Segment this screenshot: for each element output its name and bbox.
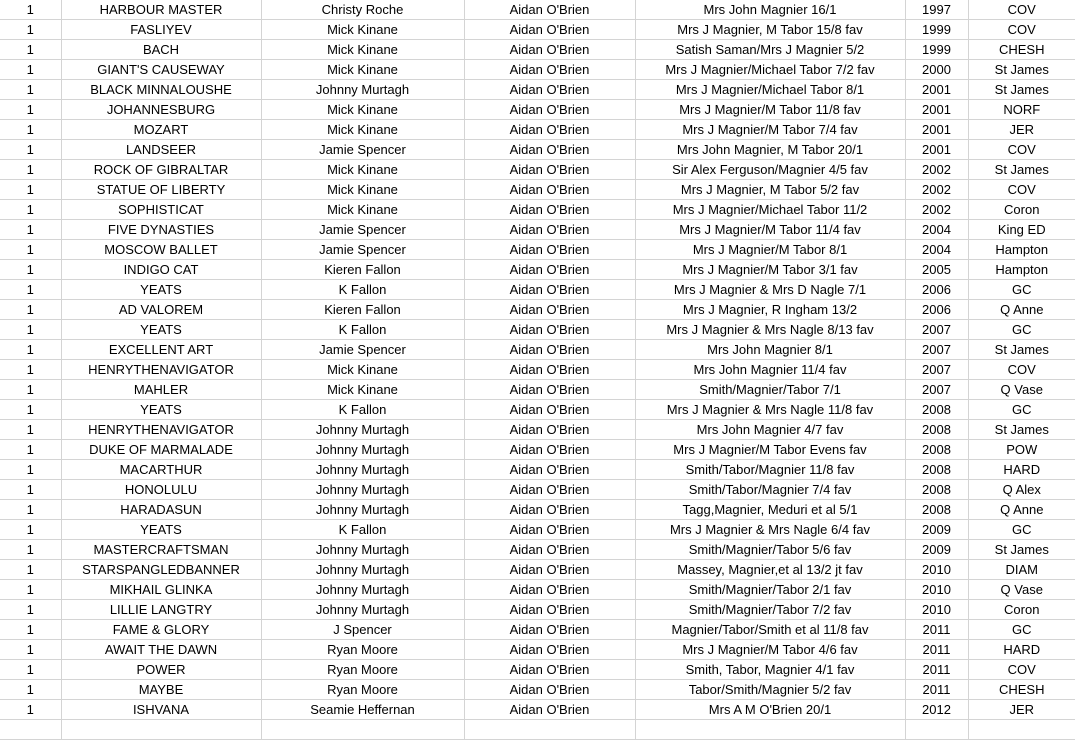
jockey-cell[interactable]: Mick Kinane xyxy=(261,360,464,380)
owner-sp-cell[interactable]: Sir Alex Ferguson/Magnier 4/5 fav xyxy=(635,160,905,180)
position-cell[interactable]: 1 xyxy=(0,340,61,360)
trainer-cell[interactable]: Aidan O'Brien xyxy=(464,0,635,20)
table-row xyxy=(0,480,1075,500)
trainer-cell[interactable]: Aidan O'Brien xyxy=(464,700,635,720)
trainer-cell[interactable]: Aidan O'Brien xyxy=(464,520,635,540)
jockey-cell[interactable]: Jamie Spencer xyxy=(261,240,464,260)
year-cell[interactable]: 2005 xyxy=(905,260,968,280)
horse-cell[interactable]: STARSPANGLEDBANNER xyxy=(61,560,261,580)
owner-sp-cell[interactable]: Mrs J Magnier & Mrs Nagle 8/13 fav xyxy=(635,320,905,340)
year-cell[interactable]: 2007 xyxy=(905,380,968,400)
position-cell[interactable]: 1 xyxy=(0,480,61,500)
horse-cell[interactable]: AWAIT THE DAWN xyxy=(61,640,261,660)
owner-sp-cell[interactable]: Mrs J Magnier & Mrs D Nagle 7/1 xyxy=(635,280,905,300)
position-cell[interactable]: 1 xyxy=(0,440,61,460)
trainer-cell[interactable]: Aidan O'Brien xyxy=(464,320,635,340)
horse-cell[interactable]: INDIGO CAT xyxy=(61,260,261,280)
year-cell[interactable]: 2008 xyxy=(905,420,968,440)
trainer-cell[interactable]: Aidan O'Brien xyxy=(464,260,635,280)
trainer-cell[interactable]: Aidan O'Brien xyxy=(464,160,635,180)
year-cell[interactable]: 2011 xyxy=(905,680,968,700)
table-row xyxy=(0,260,1075,280)
race-cell[interactable]: St James xyxy=(968,80,1075,100)
horse-cell[interactable]: HARBOUR MASTER xyxy=(61,0,261,20)
position-cell[interactable]: 1 xyxy=(0,540,61,560)
position-cell[interactable]: 1 xyxy=(0,60,61,80)
horse-cell[interactable]: FAME & GLORY xyxy=(61,620,261,640)
owner-sp-cell[interactable]: Mrs J Magnier & Mrs Nagle 6/4 fav xyxy=(635,520,905,540)
horse-cell[interactable]: FIVE DYNASTIES xyxy=(61,220,261,240)
table-row xyxy=(0,360,1075,380)
year-cell[interactable]: 2008 xyxy=(905,480,968,500)
table-row xyxy=(0,440,1075,460)
owner-sp-cell[interactable]: Satish Saman/Mrs J Magnier 5/2 xyxy=(635,40,905,60)
owner-sp-cell[interactable]: Mrs J Magnier, M Tabor 5/2 fav xyxy=(635,180,905,200)
race-cell[interactable]: Hampton xyxy=(968,240,1075,260)
position-cell[interactable]: 1 xyxy=(0,240,61,260)
race-cell[interactable]: COV xyxy=(968,0,1075,20)
jockey-cell[interactable]: K Fallon xyxy=(261,520,464,540)
jockey-cell[interactable]: Seamie Heffernan xyxy=(261,700,464,720)
empty-cell[interactable] xyxy=(0,720,61,740)
table-row xyxy=(0,40,1075,60)
jockey-cell[interactable]: Jamie Spencer xyxy=(261,220,464,240)
jockey-cell[interactable]: Johnny Murtagh xyxy=(261,480,464,500)
table-row xyxy=(0,160,1075,180)
race-cell[interactable]: COV xyxy=(968,140,1075,160)
race-cell[interactable]: GC xyxy=(968,620,1075,640)
year-cell[interactable]: 2002 xyxy=(905,180,968,200)
trainer-cell[interactable]: Aidan O'Brien xyxy=(464,480,635,500)
table-row xyxy=(0,660,1075,680)
owner-sp-cell[interactable]: Smith/Magnier/Tabor 7/1 xyxy=(635,380,905,400)
horse-cell[interactable]: HENRYTHENAVIGATOR xyxy=(61,360,261,380)
horse-cell[interactable]: YEATS xyxy=(61,400,261,420)
position-cell[interactable]: 1 xyxy=(0,640,61,660)
horse-cell[interactable]: EXCELLENT ART xyxy=(61,340,261,360)
horse-cell[interactable]: STATUE OF LIBERTY xyxy=(61,180,261,200)
trainer-cell[interactable]: Aidan O'Brien xyxy=(464,100,635,120)
horse-cell[interactable]: AD VALOREM xyxy=(61,300,261,320)
trainer-cell[interactable]: Aidan O'Brien xyxy=(464,180,635,200)
race-cell[interactable]: St James xyxy=(968,160,1075,180)
horse-cell[interactable]: HENRYTHENAVIGATOR xyxy=(61,420,261,440)
position-cell[interactable]: 1 xyxy=(0,120,61,140)
year-cell[interactable]: 2002 xyxy=(905,160,968,180)
year-cell[interactable]: 2006 xyxy=(905,300,968,320)
owner-sp-cell[interactable]: Tagg,Magnier, Meduri et al 5/1 xyxy=(635,500,905,520)
jockey-cell[interactable]: Mick Kinane xyxy=(261,120,464,140)
year-cell[interactable]: 2001 xyxy=(905,80,968,100)
jockey-cell[interactable]: Mick Kinane xyxy=(261,20,464,40)
trainer-cell[interactable]: Aidan O'Brien xyxy=(464,40,635,60)
position-cell[interactable]: 1 xyxy=(0,200,61,220)
owner-sp-cell[interactable]: Smith/Tabor/Magnier 7/4 fav xyxy=(635,480,905,500)
jockey-cell[interactable]: Mick Kinane xyxy=(261,60,464,80)
table-row xyxy=(0,300,1075,320)
trainer-cell[interactable]: Aidan O'Brien xyxy=(464,660,635,680)
empty-cell[interactable] xyxy=(261,720,464,740)
year-cell[interactable]: 1999 xyxy=(905,40,968,60)
horse-cell[interactable]: MAYBE xyxy=(61,680,261,700)
horse-cell[interactable]: BACH xyxy=(61,40,261,60)
position-cell[interactable]: 1 xyxy=(0,320,61,340)
horse-cell[interactable]: ROCK OF GIBRALTAR xyxy=(61,160,261,180)
table-row-empty xyxy=(0,720,1075,740)
table-row xyxy=(0,0,1075,20)
horse-cell[interactable]: FASLIYEV xyxy=(61,20,261,40)
race-cell[interactable]: Q Anne xyxy=(968,500,1075,520)
horse-cell[interactable]: MIKHAIL GLINKA xyxy=(61,580,261,600)
owner-sp-cell[interactable]: Massey, Magnier,et al 13/2 jt fav xyxy=(635,560,905,580)
race-cell[interactable]: Coron xyxy=(968,200,1075,220)
trainer-cell[interactable]: Aidan O'Brien xyxy=(464,460,635,480)
owner-sp-cell[interactable]: Mrs John Magnier 4/7 fav xyxy=(635,420,905,440)
empty-cell[interactable] xyxy=(464,720,635,740)
owner-sp-cell[interactable]: Mrs J Magnier/M Tabor 7/4 fav xyxy=(635,120,905,140)
position-cell[interactable]: 1 xyxy=(0,0,61,20)
year-cell[interactable]: 2007 xyxy=(905,320,968,340)
owner-sp-cell[interactable]: Mrs J Magnier/M Tabor Evens fav xyxy=(635,440,905,460)
year-cell[interactable]: 2011 xyxy=(905,660,968,680)
horse-cell[interactable]: HONOLULU xyxy=(61,480,261,500)
year-cell[interactable]: 2004 xyxy=(905,220,968,240)
jockey-cell[interactable]: K Fallon xyxy=(261,320,464,340)
owner-sp-cell[interactable]: Smith/Tabor/Magnier 11/8 fav xyxy=(635,460,905,480)
jockey-cell[interactable]: Mick Kinane xyxy=(261,100,464,120)
jockey-cell[interactable]: Ryan Moore xyxy=(261,680,464,700)
position-cell[interactable]: 1 xyxy=(0,560,61,580)
empty-cell[interactable] xyxy=(61,720,261,740)
table-row xyxy=(0,60,1075,80)
table-row xyxy=(0,340,1075,360)
race-cell[interactable]: JER xyxy=(968,700,1075,720)
table-row xyxy=(0,600,1075,620)
horse-cell[interactable]: ISHVANA xyxy=(61,700,261,720)
race-cell[interactable]: GC xyxy=(968,520,1075,540)
position-cell[interactable]: 1 xyxy=(0,380,61,400)
table-row xyxy=(0,460,1075,480)
owner-sp-cell[interactable]: Mrs J Magnier/M Tabor 4/6 fav xyxy=(635,640,905,660)
owner-sp-cell[interactable]: Mrs J Magnier, M Tabor 15/8 fav xyxy=(635,20,905,40)
position-cell[interactable]: 1 xyxy=(0,620,61,640)
horse-cell[interactable]: JOHANNESBURG xyxy=(61,100,261,120)
year-cell[interactable]: 2008 xyxy=(905,400,968,420)
owner-sp-cell[interactable]: Mrs J Magnier/Michael Tabor 7/2 fav xyxy=(635,60,905,80)
year-cell[interactable]: 2009 xyxy=(905,540,968,560)
table-row xyxy=(0,140,1075,160)
position-cell[interactable]: 1 xyxy=(0,700,61,720)
race-cell[interactable]: Q Vase xyxy=(968,580,1075,600)
position-cell[interactable]: 1 xyxy=(0,40,61,60)
year-cell[interactable]: 1997 xyxy=(905,0,968,20)
table-row xyxy=(0,560,1075,580)
jockey-cell[interactable]: Mick Kinane xyxy=(261,40,464,60)
year-cell[interactable]: 2001 xyxy=(905,100,968,120)
year-cell[interactable]: 2011 xyxy=(905,620,968,640)
table-row xyxy=(0,200,1075,220)
jockey-cell[interactable]: Jamie Spencer xyxy=(261,340,464,360)
trainer-cell[interactable]: Aidan O'Brien xyxy=(464,380,635,400)
year-cell[interactable]: 2001 xyxy=(905,140,968,160)
race-cell[interactable]: DIAM xyxy=(968,560,1075,580)
position-cell[interactable]: 1 xyxy=(0,220,61,240)
jockey-cell[interactable]: Ryan Moore xyxy=(261,640,464,660)
jockey-cell[interactable]: Johnny Murtagh xyxy=(261,500,464,520)
jockey-cell[interactable]: Mick Kinane xyxy=(261,200,464,220)
year-cell[interactable]: 2008 xyxy=(905,460,968,480)
race-cell[interactable]: COV xyxy=(968,660,1075,680)
position-cell[interactable]: 1 xyxy=(0,500,61,520)
horse-cell[interactable]: MAHLER xyxy=(61,380,261,400)
year-cell[interactable]: 2009 xyxy=(905,520,968,540)
race-cell[interactable]: St James xyxy=(968,340,1075,360)
jockey-cell[interactable]: Kieren Fallon xyxy=(261,260,464,280)
owner-sp-cell[interactable]: Smith/Magnier/Tabor 2/1 fav xyxy=(635,580,905,600)
trainer-cell[interactable]: Aidan O'Brien xyxy=(464,340,635,360)
trainer-cell[interactable]: Aidan O'Brien xyxy=(464,400,635,420)
horse-cell[interactable]: MACARTHUR xyxy=(61,460,261,480)
owner-sp-cell[interactable]: Mrs John Magnier, M Tabor 20/1 xyxy=(635,140,905,160)
horse-cell[interactable]: SOPHISTICAT xyxy=(61,200,261,220)
race-cell[interactable]: King ED xyxy=(968,220,1075,240)
table-row xyxy=(0,500,1075,520)
horse-cell[interactable]: MOSCOW BALLET xyxy=(61,240,261,260)
table-row xyxy=(0,100,1075,120)
horse-cell[interactable]: YEATS xyxy=(61,320,261,340)
trainer-cell[interactable]: Aidan O'Brien xyxy=(464,620,635,640)
table-row xyxy=(0,120,1075,140)
trainer-cell[interactable]: Aidan O'Brien xyxy=(464,360,635,380)
owner-sp-cell[interactable]: Mrs J Magnier/M Tabor 11/8 fav xyxy=(635,100,905,120)
jockey-cell[interactable]: Johnny Murtagh xyxy=(261,580,464,600)
year-cell[interactable]: 2010 xyxy=(905,580,968,600)
trainer-cell[interactable]: Aidan O'Brien xyxy=(464,680,635,700)
empty-cell[interactable] xyxy=(905,720,968,740)
owner-sp-cell[interactable]: Smith/Magnier/Tabor 7/2 fav xyxy=(635,600,905,620)
jockey-cell[interactable]: Johnny Murtagh xyxy=(261,80,464,100)
owner-sp-cell[interactable]: Mrs J Magnier/M Tabor 11/4 fav xyxy=(635,220,905,240)
trainer-cell[interactable]: Aidan O'Brien xyxy=(464,20,635,40)
trainer-cell[interactable]: Aidan O'Brien xyxy=(464,500,635,520)
race-cell[interactable]: St James xyxy=(968,540,1075,560)
jockey-cell[interactable]: Johnny Murtagh xyxy=(261,600,464,620)
horse-cell[interactable]: DUKE OF MARMALADE xyxy=(61,440,261,460)
table-row xyxy=(0,520,1075,540)
table-row xyxy=(0,20,1075,40)
jockey-cell[interactable]: K Fallon xyxy=(261,280,464,300)
jockey-cell[interactable]: Jamie Spencer xyxy=(261,140,464,160)
position-cell[interactable]: 1 xyxy=(0,100,61,120)
position-cell[interactable]: 1 xyxy=(0,580,61,600)
position-cell[interactable]: 1 xyxy=(0,20,61,40)
table-row xyxy=(0,700,1075,720)
owner-sp-cell[interactable]: Mrs J Magnier & Mrs Nagle 11/8 fav xyxy=(635,400,905,420)
horse-cell[interactable]: YEATS xyxy=(61,520,261,540)
empty-cell[interactable] xyxy=(635,720,905,740)
trainer-cell[interactable]: Aidan O'Brien xyxy=(464,120,635,140)
year-cell[interactable]: 1999 xyxy=(905,20,968,40)
position-cell[interactable]: 1 xyxy=(0,600,61,620)
table-row xyxy=(0,220,1075,240)
trainer-cell[interactable]: Aidan O'Brien xyxy=(464,280,635,300)
owner-sp-cell[interactable]: Mrs J Magnier/Michael Tabor 8/1 xyxy=(635,80,905,100)
trainer-cell[interactable]: Aidan O'Brien xyxy=(464,560,635,580)
horse-cell[interactable]: MASTERCRAFTSMAN xyxy=(61,540,261,560)
horse-cell[interactable]: LANDSEER xyxy=(61,140,261,160)
horse-cell[interactable]: GIANT'S CAUSEWAY xyxy=(61,60,261,80)
table-row xyxy=(0,680,1075,700)
race-cell[interactable]: St James xyxy=(968,60,1075,80)
year-cell[interactable]: 2010 xyxy=(905,560,968,580)
horse-cell[interactable]: BLACK MINNALOUSHE xyxy=(61,80,261,100)
race-cell[interactable]: POW xyxy=(968,440,1075,460)
table-row xyxy=(0,640,1075,660)
table-row xyxy=(0,400,1075,420)
year-cell[interactable]: 2008 xyxy=(905,500,968,520)
trainer-cell[interactable]: Aidan O'Brien xyxy=(464,80,635,100)
race-cell[interactable]: COV xyxy=(968,360,1075,380)
trainer-cell[interactable]: Aidan O'Brien xyxy=(464,300,635,320)
position-cell[interactable]: 1 xyxy=(0,140,61,160)
year-cell[interactable]: 2007 xyxy=(905,340,968,360)
year-cell[interactable]: 2002 xyxy=(905,200,968,220)
trainer-cell[interactable]: Aidan O'Brien xyxy=(464,440,635,460)
trainer-cell[interactable]: Aidan O'Brien xyxy=(464,580,635,600)
position-cell[interactable]: 1 xyxy=(0,280,61,300)
trainer-cell[interactable]: Aidan O'Brien xyxy=(464,60,635,80)
race-cell[interactable]: GC xyxy=(968,400,1075,420)
year-cell[interactable]: 2008 xyxy=(905,440,968,460)
jockey-cell[interactable]: Johnny Murtagh xyxy=(261,560,464,580)
race-cell[interactable]: GC xyxy=(968,280,1075,300)
table-row xyxy=(0,580,1075,600)
race-cell[interactable]: Q Alex xyxy=(968,480,1075,500)
position-cell[interactable]: 1 xyxy=(0,300,61,320)
position-cell[interactable]: 1 xyxy=(0,260,61,280)
race-cell[interactable]: HARD xyxy=(968,640,1075,660)
trainer-cell[interactable]: Aidan O'Brien xyxy=(464,200,635,220)
race-cell[interactable]: HARD xyxy=(968,460,1075,480)
horse-cell[interactable]: POWER xyxy=(61,660,261,680)
jockey-cell[interactable]: Johnny Murtagh xyxy=(261,460,464,480)
horse-cell[interactable]: MOZART xyxy=(61,120,261,140)
horse-cell[interactable]: HARADASUN xyxy=(61,500,261,520)
table-row xyxy=(0,80,1075,100)
year-cell[interactable]: 2012 xyxy=(905,700,968,720)
jockey-cell[interactable]: Kieren Fallon xyxy=(261,300,464,320)
year-cell[interactable]: 2001 xyxy=(905,120,968,140)
year-cell[interactable]: 2000 xyxy=(905,60,968,80)
horse-cell[interactable]: LILLIE LANGTRY xyxy=(61,600,261,620)
owner-sp-cell[interactable]: Mrs J Magnier/Michael Tabor 11/2 xyxy=(635,200,905,220)
trainer-cell[interactable]: Aidan O'Brien xyxy=(464,600,635,620)
position-cell[interactable]: 1 xyxy=(0,180,61,200)
trainer-cell[interactable]: Aidan O'Brien xyxy=(464,640,635,660)
trainer-cell[interactable]: Aidan O'Brien xyxy=(464,420,635,440)
race-cell[interactable]: St James xyxy=(968,420,1075,440)
table-row xyxy=(0,180,1075,200)
owner-sp-cell[interactable]: Smith, Tabor, Magnier 4/1 fav xyxy=(635,660,905,680)
jockey-cell[interactable]: Mick Kinane xyxy=(261,160,464,180)
position-cell[interactable]: 1 xyxy=(0,400,61,420)
table-row xyxy=(0,540,1075,560)
race-cell[interactable]: COV xyxy=(968,20,1075,40)
position-cell[interactable]: 1 xyxy=(0,80,61,100)
table-row xyxy=(0,240,1075,260)
owner-sp-cell[interactable]: Smith/Magnier/Tabor 5/6 fav xyxy=(635,540,905,560)
owner-sp-cell[interactable]: Mrs J Magnier/M Tabor 3/1 fav xyxy=(635,260,905,280)
jockey-cell[interactable]: Johnny Murtagh xyxy=(261,420,464,440)
position-cell[interactable]: 1 xyxy=(0,160,61,180)
race-cell[interactable]: COV xyxy=(968,180,1075,200)
table-row xyxy=(0,420,1075,440)
owner-sp-cell[interactable]: Mrs J Magnier, R Ingham 13/2 xyxy=(635,300,905,320)
year-cell[interactable]: 2010 xyxy=(905,600,968,620)
jockey-cell[interactable]: Johnny Murtagh xyxy=(261,540,464,560)
position-cell[interactable]: 1 xyxy=(0,460,61,480)
position-cell[interactable]: 1 xyxy=(0,660,61,680)
jockey-cell[interactable]: K Fallon xyxy=(261,400,464,420)
jockey-cell[interactable]: Mick Kinane xyxy=(261,180,464,200)
race-cell[interactable]: JER xyxy=(968,120,1075,140)
jockey-cell[interactable]: Ryan Moore xyxy=(261,660,464,680)
trainer-cell[interactable]: Aidan O'Brien xyxy=(464,540,635,560)
year-cell[interactable]: 2004 xyxy=(905,240,968,260)
owner-sp-cell[interactable]: Tabor/Smith/Magnier 5/2 fav xyxy=(635,680,905,700)
race-cell[interactable]: Q Vase xyxy=(968,380,1075,400)
trainer-cell[interactable]: Aidan O'Brien xyxy=(464,220,635,240)
race-cell[interactable]: Q Anne xyxy=(968,300,1075,320)
race-cell[interactable]: GC xyxy=(968,320,1075,340)
race-cell[interactable]: Coron xyxy=(968,600,1075,620)
owner-sp-cell[interactable]: Mrs John Magnier 11/4 fav xyxy=(635,360,905,380)
position-cell[interactable]: 1 xyxy=(0,520,61,540)
position-cell[interactable]: 1 xyxy=(0,420,61,440)
jockey-cell[interactable]: J Spencer xyxy=(261,620,464,640)
owner-sp-cell[interactable]: Mrs A M O'Brien 20/1 xyxy=(635,700,905,720)
trainer-cell[interactable]: Aidan O'Brien xyxy=(464,140,635,160)
race-cell[interactable]: Hampton xyxy=(968,260,1075,280)
table-row xyxy=(0,620,1075,640)
position-cell[interactable]: 1 xyxy=(0,680,61,700)
owner-sp-cell[interactable]: Mrs John Magnier 16/1 xyxy=(635,0,905,20)
jockey-cell[interactable]: Mick Kinane xyxy=(261,380,464,400)
empty-cell[interactable] xyxy=(968,720,1075,740)
jockey-cell[interactable]: Christy Roche xyxy=(261,0,464,20)
table-row xyxy=(0,380,1075,400)
owner-sp-cell[interactable]: Mrs John Magnier 8/1 xyxy=(635,340,905,360)
race-cell[interactable]: CHESH xyxy=(968,40,1075,60)
race-cell[interactable]: NORF xyxy=(968,100,1075,120)
table-row xyxy=(0,320,1075,340)
horse-cell[interactable]: YEATS xyxy=(61,280,261,300)
position-cell[interactable]: 1 xyxy=(0,360,61,380)
owner-sp-cell[interactable]: Magnier/Tabor/Smith et al 11/8 fav xyxy=(635,620,905,640)
year-cell[interactable]: 2006 xyxy=(905,280,968,300)
table-row xyxy=(0,280,1075,300)
trainer-cell[interactable]: Aidan O'Brien xyxy=(464,240,635,260)
jockey-cell[interactable]: Johnny Murtagh xyxy=(261,440,464,460)
year-cell[interactable]: 2007 xyxy=(905,360,968,380)
race-cell[interactable]: CHESH xyxy=(968,680,1075,700)
year-cell[interactable]: 2011 xyxy=(905,640,968,660)
owner-sp-cell[interactable]: Mrs J Magnier/M Tabor 8/1 xyxy=(635,240,905,260)
